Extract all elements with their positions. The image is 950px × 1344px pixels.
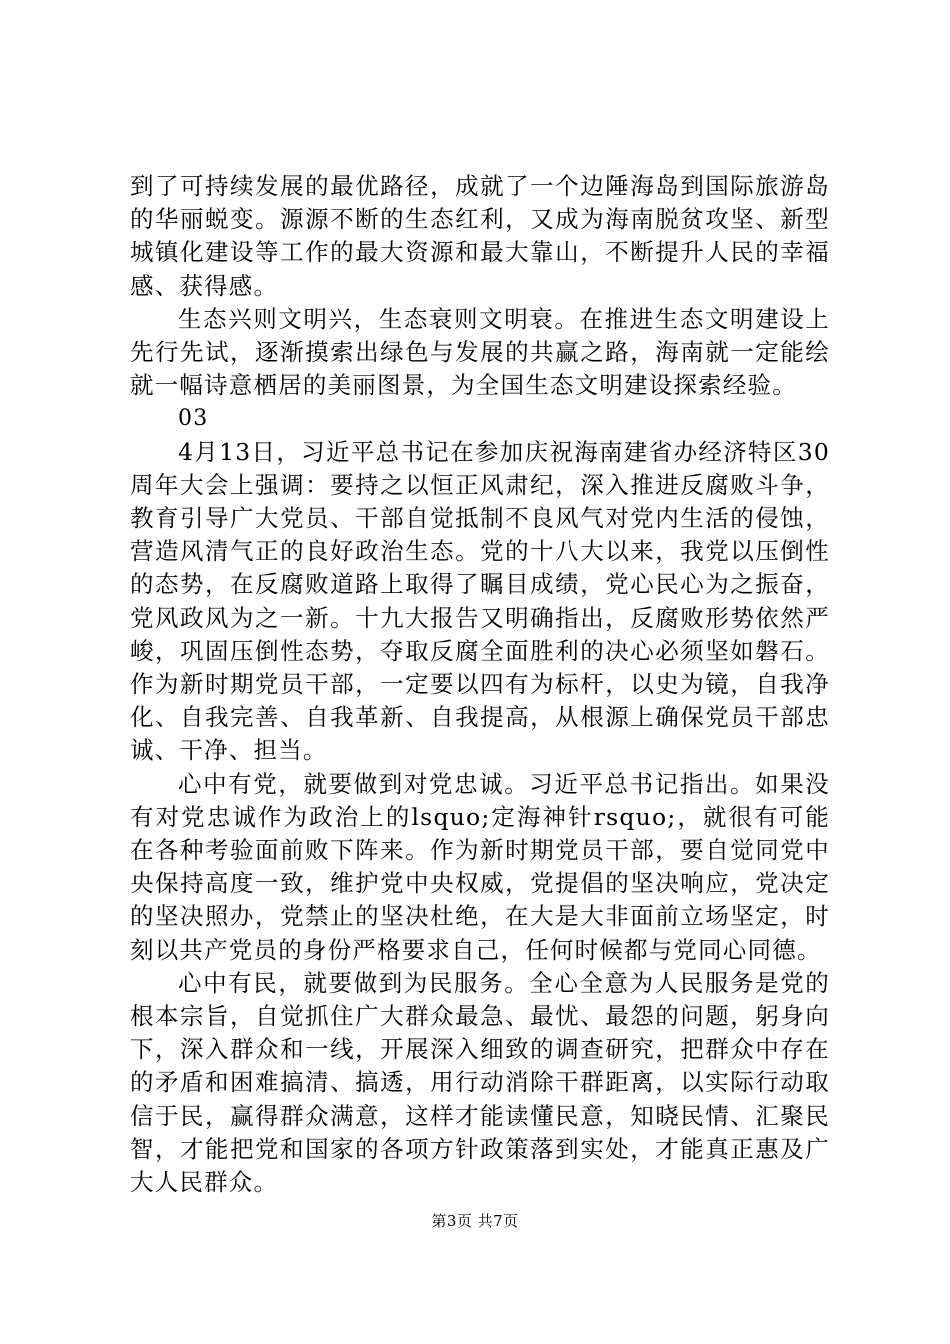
paragraph-continuation: 到了可持续发展的最优路径，成就了一个边陲海岛到国际旅游岛的华丽蜕变。源源不断的生态红利，又成为海南脱贫攻坚、新型城镇化建设等工作的最大资源和最大靠山，不断提升人民的幸福感、获得感。 bbox=[130, 172, 830, 300]
page-footer bbox=[0, 1210, 950, 1231]
section-number: 03 bbox=[178, 406, 209, 432]
paragraph-serve-people: 心中有民，就要做到为民服务。全心全意为人民服务是党的根本宗旨，自觉抓住广大群众最急、最忧、最怨的问题，躬身向下，深入群众和一线，开展深入细致的调查研究，把群众中存在的矛盾和困难搞清、搞透，用行动消除干群距离，以实际行动取信于民，赢得群众满意，这样才能读懂民意，知晓民情、汇聚民智，才能把党和国家的各项方针政策落到实处，才能真正惠及广大人民群众。 bbox=[130, 968, 830, 1197]
paragraph-loyalty: 心中有党，就要做到对党忠诚。习近平总书记指出。如果没有对党忠诚作为政治上的lsquo;定海神针rsquo;，就很有可能在各种考验面前败下阵来。作为新时期党员干部，要自觉同党中央保持高度一致，维护党中央权威，党提倡的坚决响应，党决定的坚决照办，党禁止的坚决杜绝，在大是大非面前立场坚定，时刻以共产党员的身份严格要求自己，任何时候都与党同心同德。 bbox=[130, 769, 830, 964]
paragraph-anticorruption: 4月13日，习近平总书记在参加庆祝海南建省办经济特区30周年大会上强调：要持之以恒正风肃纪，深入推进反腐败斗争，教育引导广大党员、干部自觉抵制不良风气对党内生活的侵蚀，营造风清气正的良好政治生态。党的十八大以来，我党以压倒性的态势，在反腐败道路上取得了瞩目成绩，党心民心为之振奋，党风政风为之一新。十九大报告又明确指出，反腐败形势依然严峻，巩固压倒性态势，夺取反腐全面胜利的决心必须坚如磐石。作为新时期党员干部，一定要以四有为标杆，以史为镜，自我净化、自我完善、自我革新、自我提高，从根源上确保党员干部忠诚、干净、担当。 bbox=[130, 437, 830, 765]
paragraph-ecology: 生态兴则文明兴，生态衰则文明衰。在推进生态文明建设上先行先试，逐渐摸索出绿色与发展的共赢之路，海南就一定能绘就一幅诗意栖居的美丽图景，为全国生态文明建设探索经验。 bbox=[130, 304, 830, 400]
document-body bbox=[130, 170, 830, 1199]
page-number-label: 第3页 共7页 bbox=[431, 1212, 519, 1230]
